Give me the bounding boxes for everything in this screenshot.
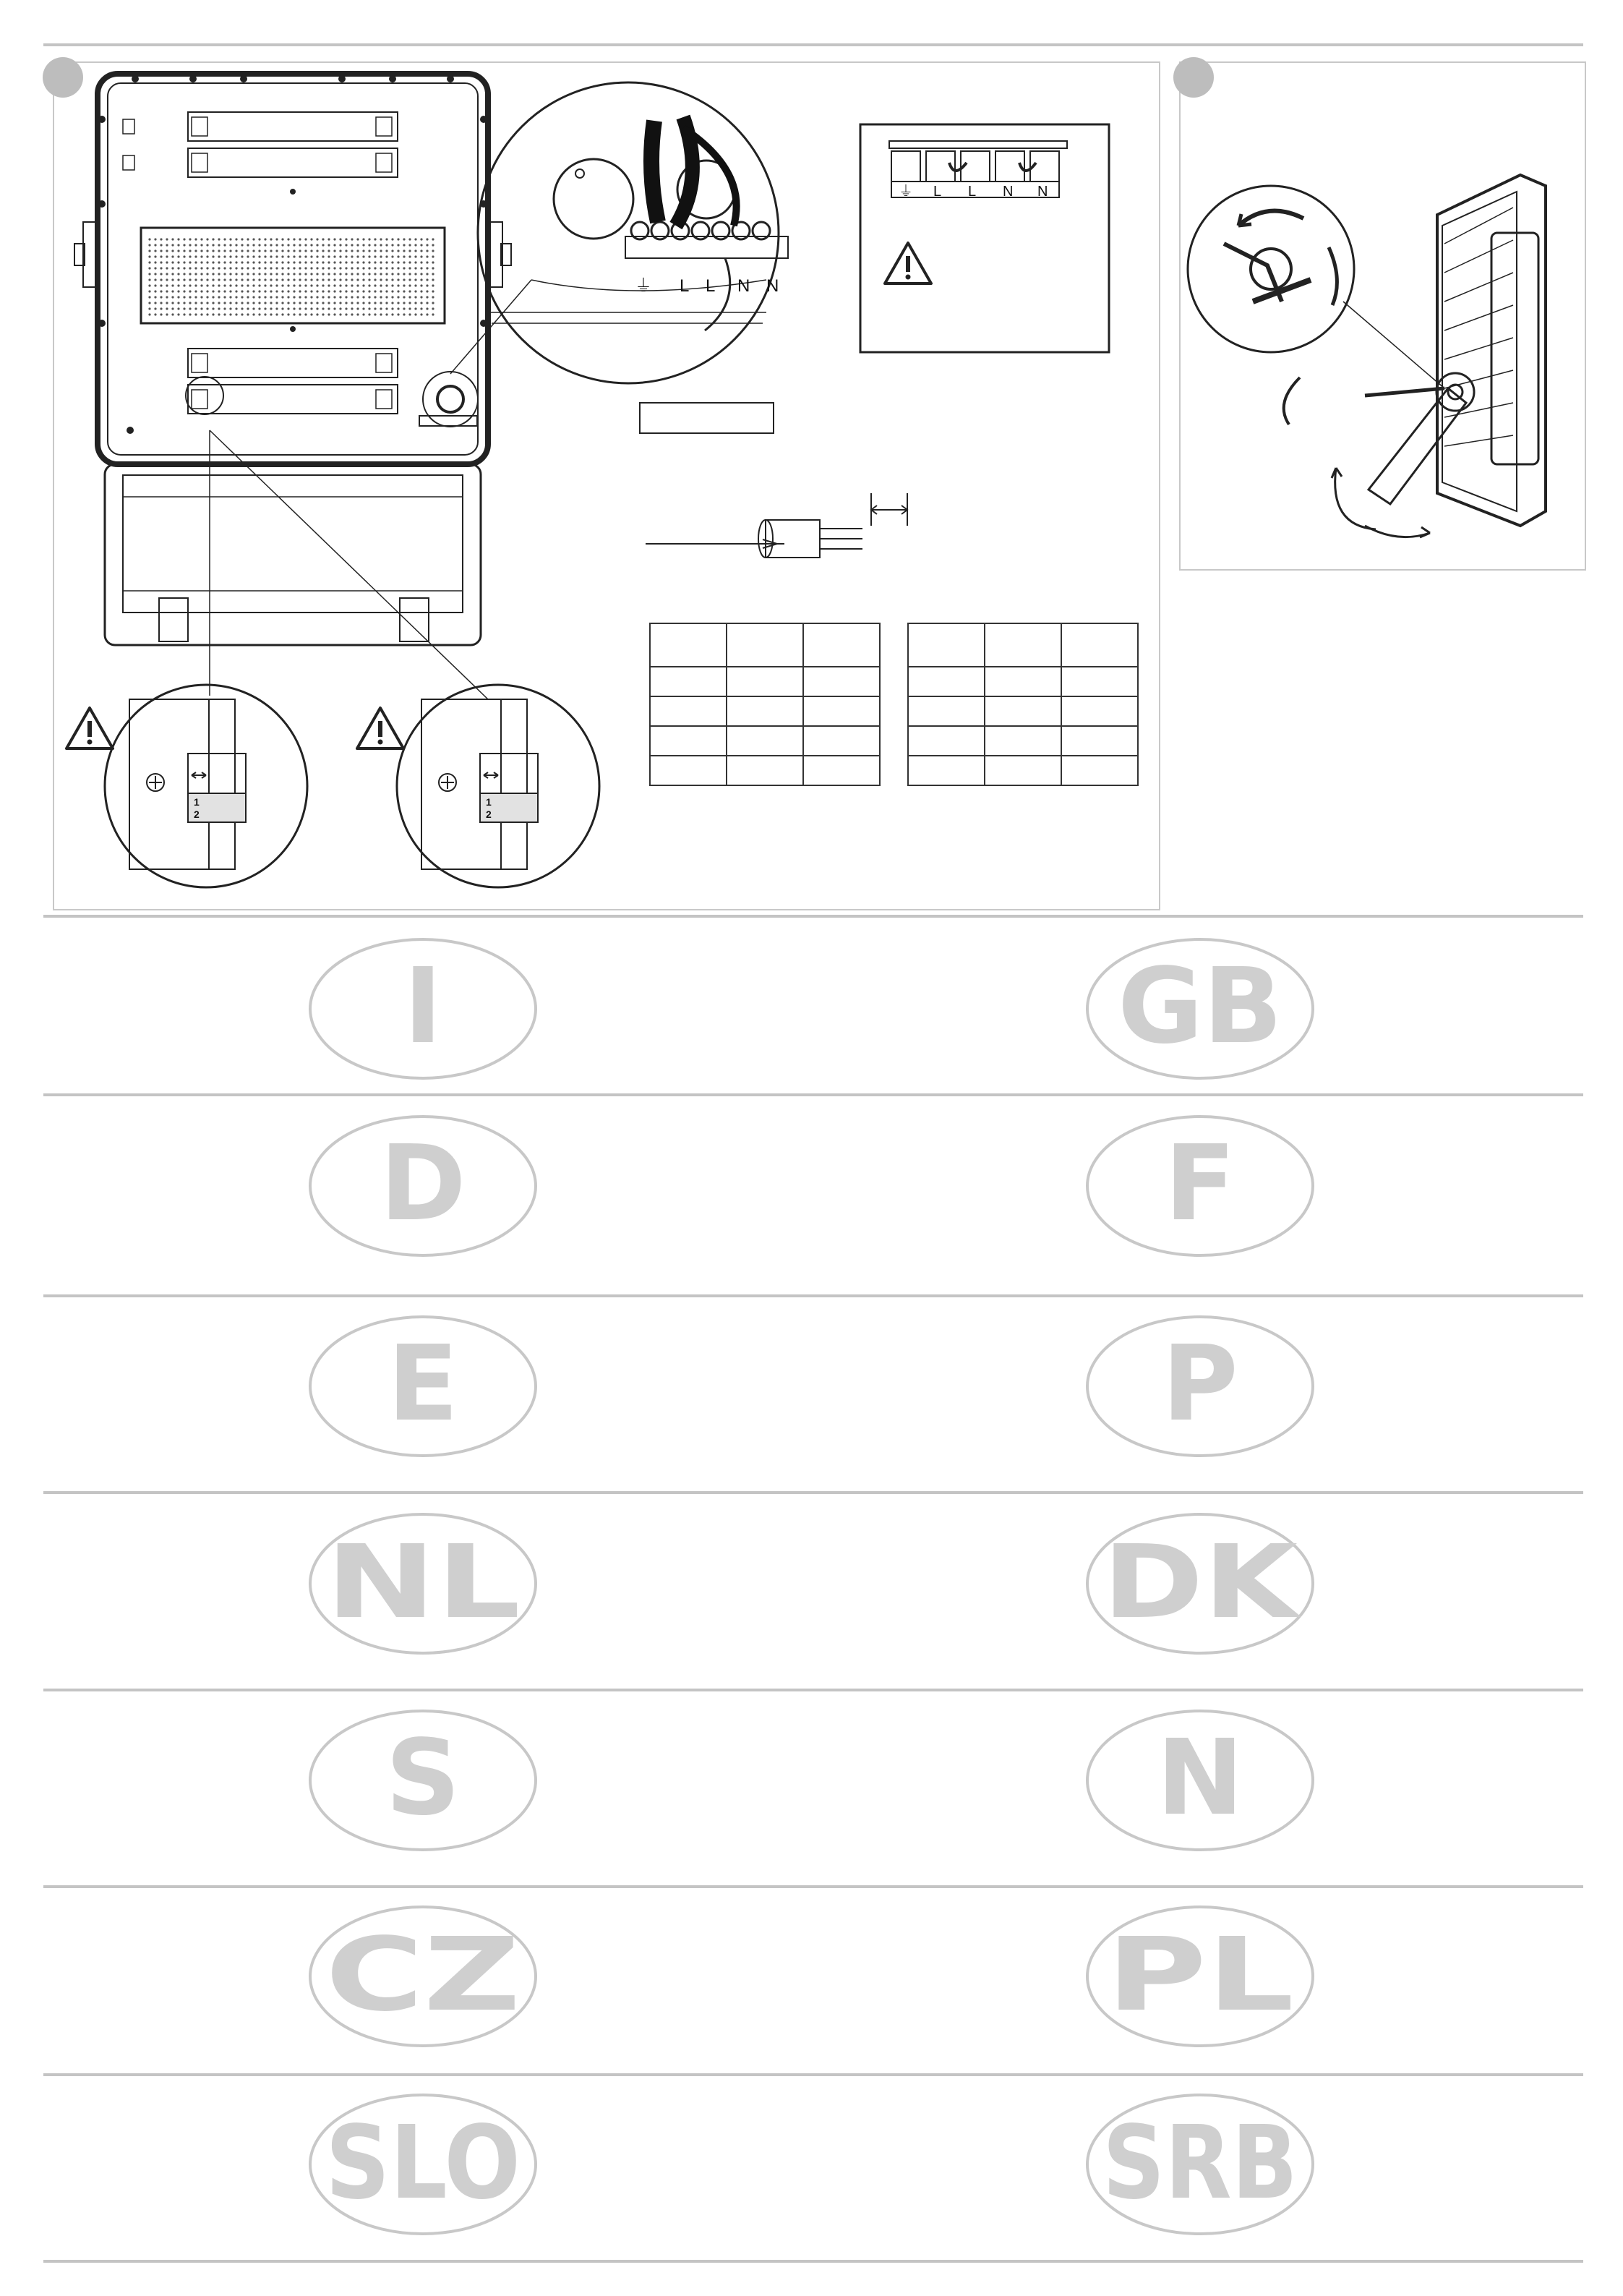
rule-4	[43, 1491, 1583, 1494]
svg-text:2: 2	[194, 808, 200, 820]
rule-8	[43, 2260, 1583, 2263]
svg-text:2: 2	[486, 808, 492, 820]
svg-text:N: N	[1003, 184, 1014, 199]
terminal-labels-diagram	[893, 182, 1061, 199]
rule-7	[43, 2073, 1583, 2076]
language-badge-e	[307, 1314, 539, 1459]
figure-panel-2	[1179, 61, 1586, 571]
language-badge-s	[307, 1708, 539, 1853]
svg-text:SRB: SRB	[1102, 2104, 1298, 2222]
language-badge-nl	[307, 1511, 539, 1656]
language-badge-d	[307, 1114, 539, 1258]
language-badge-cz	[307, 1904, 539, 2049]
warning-triangle-icon	[882, 240, 934, 286]
language-badge-dk	[1084, 1511, 1316, 1656]
orientation-illustration	[1181, 63, 1585, 569]
spec-table-left	[649, 623, 881, 786]
svg-text:CZ: CZ	[325, 1916, 521, 2034]
dip-switch-left	[189, 795, 211, 821]
svg-text:P: P	[1162, 1323, 1238, 1444]
rule-5	[43, 1689, 1583, 1691]
svg-text:PL: PL	[1106, 1916, 1294, 2034]
ground-symbol-icon: ⏚	[635, 276, 652, 296]
svg-text:N: N	[766, 276, 779, 296]
svg-text:L: L	[680, 276, 690, 296]
svg-text:1: 1	[486, 796, 492, 808]
spec-table-right	[907, 623, 1139, 786]
language-badge-gb	[1084, 936, 1316, 1081]
svg-text:E: E	[387, 1323, 459, 1444]
svg-text:S: S	[385, 1717, 461, 1838]
top-rule	[43, 43, 1583, 46]
svg-text:SLO: SLO	[325, 2104, 521, 2222]
language-badge-f	[1084, 1114, 1316, 1258]
language-badge-i	[307, 936, 539, 1081]
svg-text:N: N	[1037, 184, 1048, 199]
warning-triangle-icon	[64, 705, 116, 751]
language-badge-slo	[307, 2092, 539, 2237]
svg-text:I: I	[403, 945, 442, 1067]
svg-text:L: L	[968, 184, 977, 199]
svg-text:GB: GB	[1118, 945, 1282, 1067]
language-badge-p	[1084, 1314, 1316, 1459]
svg-text:NL: NL	[325, 1524, 521, 1642]
figure-panel-1	[53, 61, 1160, 910]
ground-symbol-icon: ⏚	[899, 184, 913, 199]
svg-text:F: F	[1164, 1122, 1236, 1244]
svg-text:1: 1	[194, 796, 200, 808]
rule-3	[43, 1294, 1583, 1297]
svg-text:L: L	[706, 276, 716, 296]
svg-text:N: N	[1156, 1717, 1244, 1838]
rule-1	[43, 915, 1583, 918]
rule-6	[43, 1885, 1583, 1888]
language-badge-n	[1084, 1708, 1316, 1853]
rule-2	[43, 1093, 1583, 1096]
language-badge-srb	[1084, 2092, 1316, 2237]
svg-text:DK: DK	[1102, 1524, 1302, 1642]
svg-text:L: L	[933, 184, 942, 199]
svg-text:D: D	[380, 1122, 466, 1244]
language-badge-pl	[1084, 1904, 1316, 2049]
warning-triangle-icon	[354, 705, 406, 751]
dip-switch-right	[481, 795, 503, 821]
terminal-labels-closeup	[629, 273, 788, 297]
svg-text:N: N	[737, 276, 750, 296]
